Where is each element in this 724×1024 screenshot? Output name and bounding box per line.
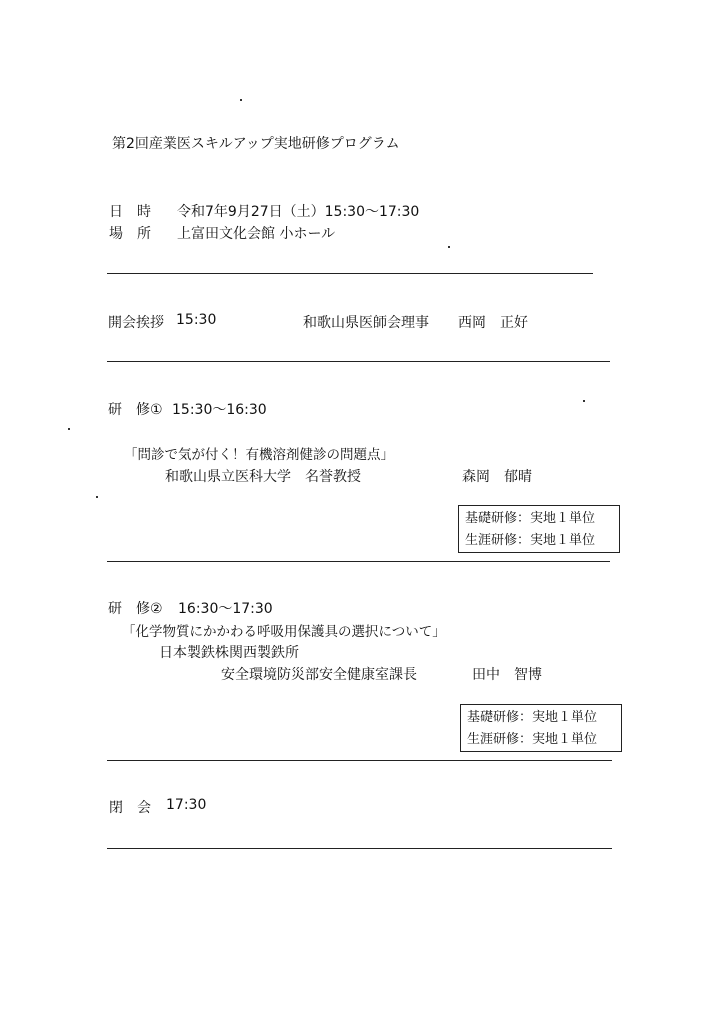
divider	[107, 561, 610, 562]
scan-speck	[240, 99, 242, 101]
opening-role: 和歌山県医師会理事	[303, 315, 429, 331]
session1-credit-basic: 基礎研修：実地１単位	[465, 511, 596, 526]
opening-time: 15:30	[176, 312, 217, 328]
session1-topic: 「問診で気が付く！有機溶剤健診の問題点」	[124, 447, 394, 463]
scan-speck	[448, 246, 450, 248]
divider	[107, 760, 612, 761]
session2-role: 安全環境防災部安全健康室課長	[221, 667, 417, 683]
scan-speck	[96, 496, 98, 498]
session2-credit-box	[460, 704, 622, 752]
opening-label: 開会挨拶	[108, 315, 164, 331]
place-value: 上富田文化会館 小ホール	[177, 226, 336, 242]
divider	[107, 361, 610, 362]
session1-credit-lifelong: 生涯研修：実地１単位	[465, 533, 596, 548]
session1-speaker: 森岡 郁晴	[462, 469, 532, 485]
session2-credit-lifelong: 生涯研修：実地１単位	[467, 732, 598, 747]
session2-heading: 研 修②	[108, 601, 163, 617]
date-value: 令和7年9月27日（土）15:30〜17:30	[177, 204, 420, 220]
closing-label: 閉 会	[109, 800, 151, 816]
divider	[107, 273, 593, 274]
closing-time: 17:30	[166, 797, 207, 813]
session1-affiliation: 和歌山県立医科大学 名誉教授	[165, 469, 361, 485]
place-label: 場 所	[109, 226, 151, 242]
session2-credit-basic: 基礎研修：実地１単位	[467, 710, 598, 725]
session1-credit-box	[458, 505, 620, 553]
scan-speck	[68, 428, 70, 430]
opening-name: 西岡 正好	[458, 315, 528, 331]
page-title: 第2回産業医スキルアップ実地研修プログラム	[112, 136, 400, 152]
scan-speck	[583, 400, 585, 402]
session2-affiliation: 日本製鉄株関西製鉄所	[159, 645, 299, 661]
session2-topic: 「化学物質にかかわる呼吸用保護具の選択について」	[122, 624, 446, 640]
session2-speaker: 田中 智博	[472, 667, 542, 683]
session2-time: 16:30〜17:30	[178, 601, 273, 617]
session1-time: 15:30〜16:30	[172, 402, 267, 418]
session1-heading: 研 修①	[108, 402, 163, 418]
divider	[107, 848, 612, 849]
date-label: 日 時	[109, 204, 151, 220]
